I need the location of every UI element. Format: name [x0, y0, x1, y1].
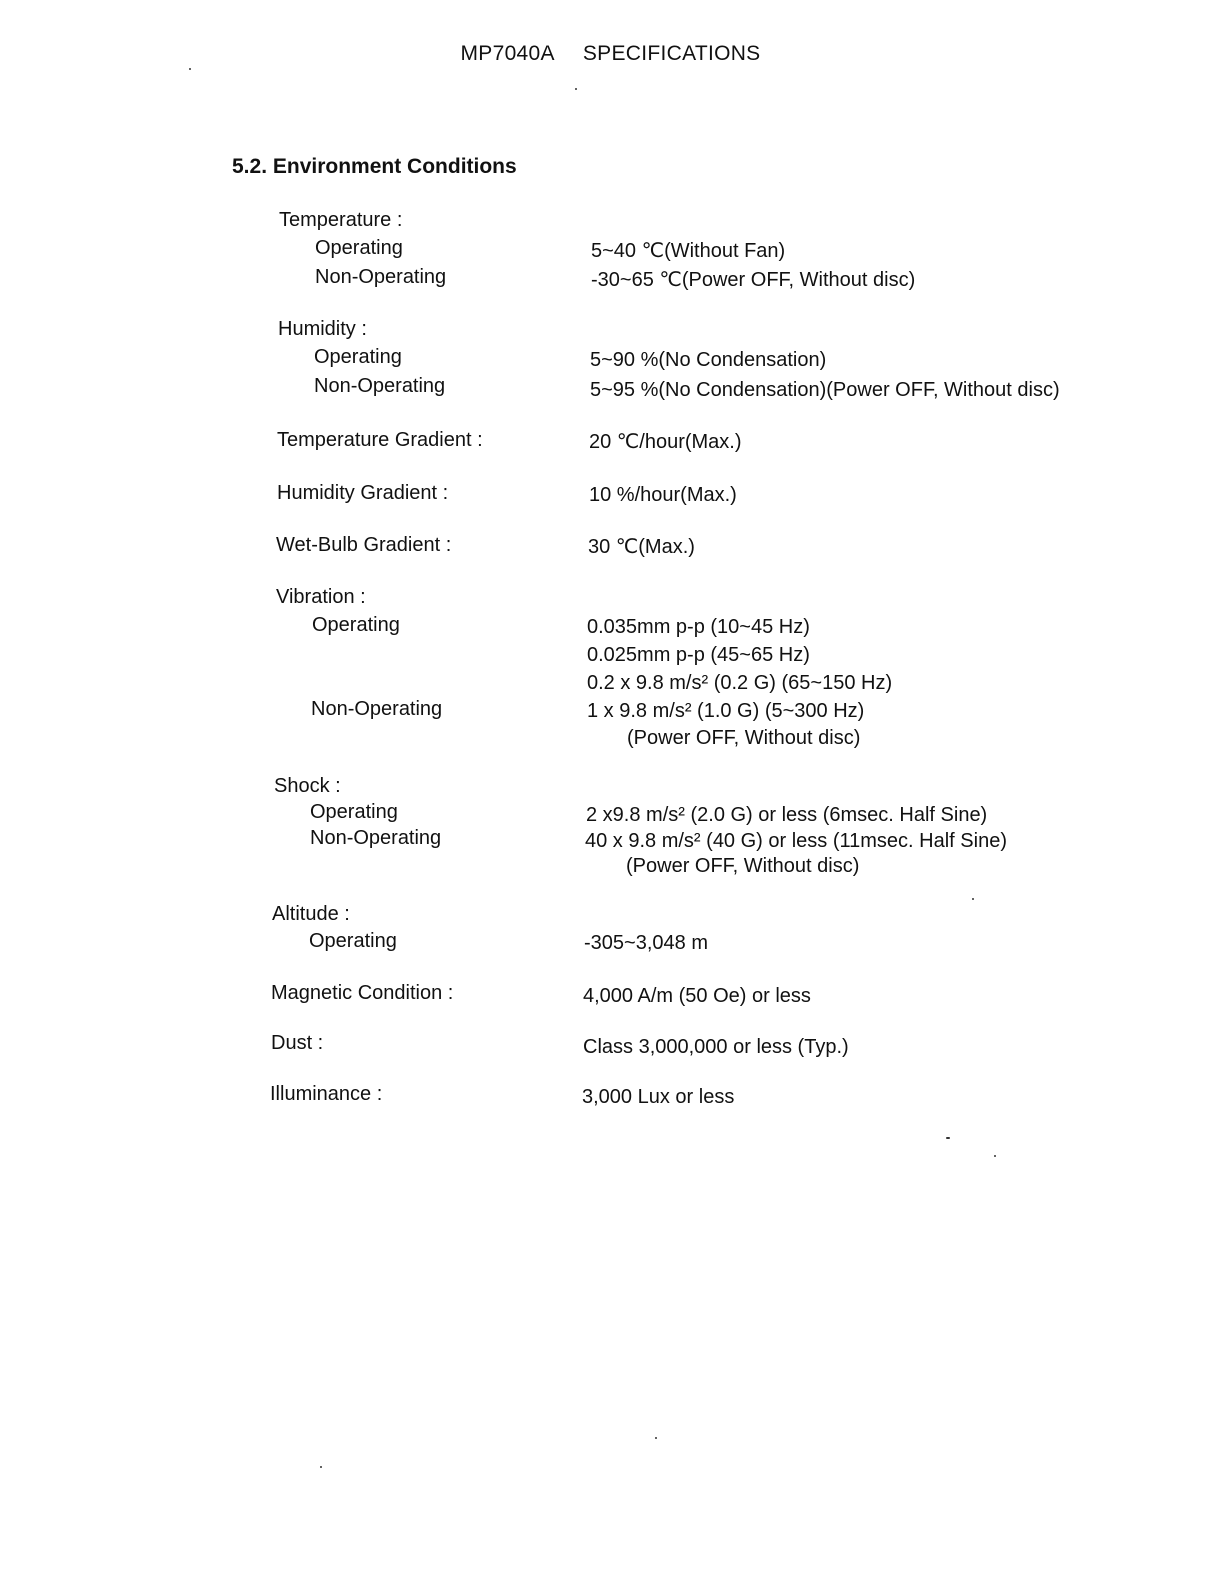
wet-bulb-gradient-label: Wet-Bulb Gradient :	[276, 534, 452, 556]
shock-operating-label: Operating	[310, 801, 398, 823]
humidity-gradient-value: 10 %/hour(Max.)	[589, 484, 737, 506]
altitude-label: Altitude :	[272, 903, 350, 925]
temperature-operating-value: 5~40 ℃(Without Fan)	[591, 240, 786, 262]
model-number: MP7040A	[460, 42, 555, 65]
magnetic-condition-label: Magnetic Condition :	[271, 982, 454, 1004]
vibration-label: Vibration :	[276, 586, 366, 608]
scan-speck	[655, 1437, 657, 1439]
altitude-operating-label: Operating	[309, 930, 397, 952]
scan-speck	[946, 1137, 950, 1139]
document-title: SPECIFICATIONS	[582, 42, 761, 65]
shock-label: Shock :	[274, 775, 341, 797]
humidity-operating-label: Operating	[314, 346, 402, 368]
altitude-operating-value: -305~3,048 m	[584, 932, 708, 954]
section-title: 5.2. Environment Conditions	[232, 155, 517, 178]
shock-non-operating-note: (Power OFF, Without disc)	[626, 855, 860, 877]
humidity-label: Humidity :	[278, 318, 367, 340]
humidity-non-operating-label: Non-Operating	[314, 375, 446, 397]
shock-non-operating-value: 40 x 9.8 m/s² (40 G) or less (11msec. Half Sine)	[585, 830, 1007, 852]
scan-speck	[320, 1466, 322, 1468]
dust-label: Dust :	[271, 1032, 324, 1054]
illuminance-label: Illuminance :	[270, 1083, 383, 1105]
scan-speck	[189, 68, 191, 70]
temperature-non-operating-value: -30~65 ℃(Power OFF, Without disc)	[591, 269, 916, 291]
vibration-operating-label: Operating	[312, 614, 400, 636]
vibration-non-operating-note: (Power OFF, Without disc)	[627, 727, 861, 749]
scan-speck	[994, 1155, 996, 1157]
vibration-non-operating-label: Non-Operating	[311, 698, 443, 720]
temperature-gradient-value: 20 ℃/hour(Max.)	[589, 431, 742, 453]
shock-non-operating-label: Non-Operating	[310, 827, 442, 849]
vibration-non-operating-value: 1 x 9.8 m/s² (1.0 G) (5~300 Hz)	[587, 700, 865, 722]
magnetic-condition-value: 4,000 A/m (50 Oe) or less	[583, 985, 811, 1007]
scan-speck	[972, 898, 974, 900]
scan-speck	[575, 88, 577, 90]
temperature-label: Temperature :	[279, 209, 403, 231]
humidity-non-operating-value: 5~95 %(No Condensation)(Power OFF, Without disc)	[590, 379, 1060, 401]
temperature-gradient-label: Temperature Gradient :	[277, 429, 483, 451]
vibration-operating-value-1: 0.035mm p-p (10~45 Hz)	[587, 616, 810, 638]
dust-value: Class 3,000,000 or less (Typ.)	[583, 1036, 849, 1058]
vibration-operating-value-3: 0.2 x 9.8 m/s² (0.2 G) (65~150 Hz)	[587, 672, 893, 694]
wet-bulb-gradient-value: 30 ℃(Max.)	[588, 536, 695, 558]
illuminance-value: 3,000 Lux or less	[582, 1086, 735, 1108]
temperature-non-operating-label: Non-Operating	[315, 266, 447, 288]
humidity-operating-value: 5~90 %(No Condensation)	[590, 349, 827, 371]
humidity-gradient-label: Humidity Gradient :	[277, 482, 449, 504]
vibration-operating-value-2: 0.025mm p-p (45~65 Hz)	[587, 644, 810, 666]
shock-operating-value: 2 x9.8 m/s² (2.0 G) or less (6msec. Half Sine)	[586, 804, 988, 826]
page-header	[0, 42, 1221, 66]
temperature-operating-label: Operating	[315, 237, 403, 259]
